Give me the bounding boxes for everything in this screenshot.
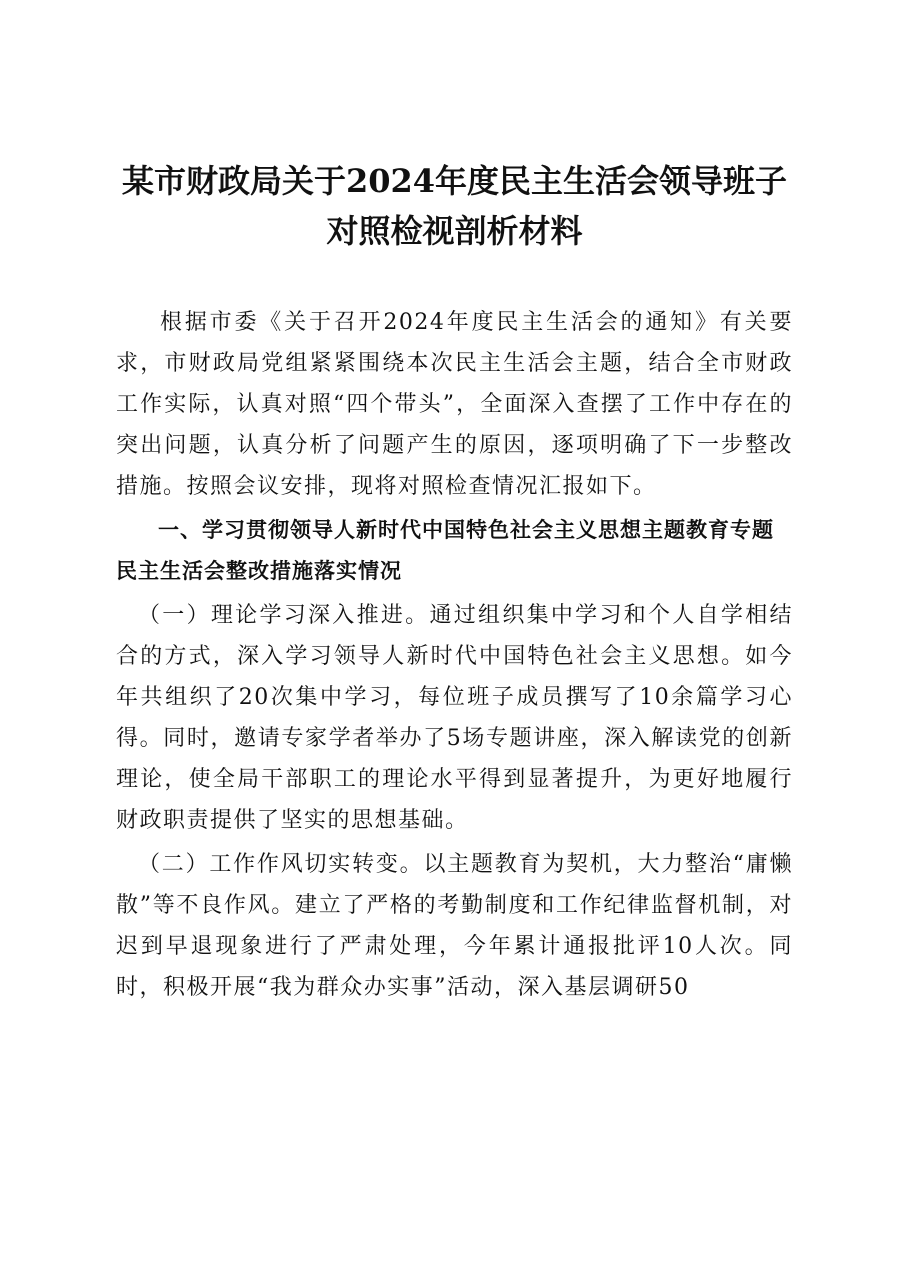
intro-paragraph: 根据市委《关于召开2024年度民主生活会的通知》有关要求，市财政局党组紧紧围绕本次民主生活会主题，结合全市财政工作实际，认真对照“四个带头”，全面深入查摆了工作中存在的突出问题，认真分析了问题产生的原因，逐项明确了下一步整改措施。按照会议安排，现将对照检查情况汇报如下。 [116, 310, 793, 499]
document-title [116, 156, 793, 256]
title-line-2: 对照检视剖析材料 [326, 212, 583, 250]
title-line-1: 某市财政局关于2024年度民主生活会领导班子 [121, 162, 788, 200]
subsection-paragraph-1: （一）理论学习深入推进。通过组织集中学习和个人自学相结合的方式，深入学习领导人新时代中国特色社会主义思想。如今年共组织了20次集中学习，每位班子成员撰写了10余篇学习心得。同时，邀请专家学者举办了5场专题讲座，深入解读党的创新理论，使全局干部职工的理论水平得到显著提升，为更好地履行财政职责提供了坚实的思想基础。 [116, 603, 793, 833]
section-heading-1: 一、学习贯彻领导人新时代中国特色社会主义思想主题教育专题民主生活会整改措施落实情况 [116, 518, 774, 583]
subsection-paragraph-2: （二）工作作风切实转变。以主题教育为契机，大力整治“庸懒散”等不良作风。建立了严格的考勤制度和工作纪律监督机制，对迟到早退现象进行了严肃处理，今年累计通报批评10人次。同时，积极开展“我为群众办实事”活动，深入基层调研50 [116, 852, 793, 1000]
page-title [116, 156, 793, 256]
